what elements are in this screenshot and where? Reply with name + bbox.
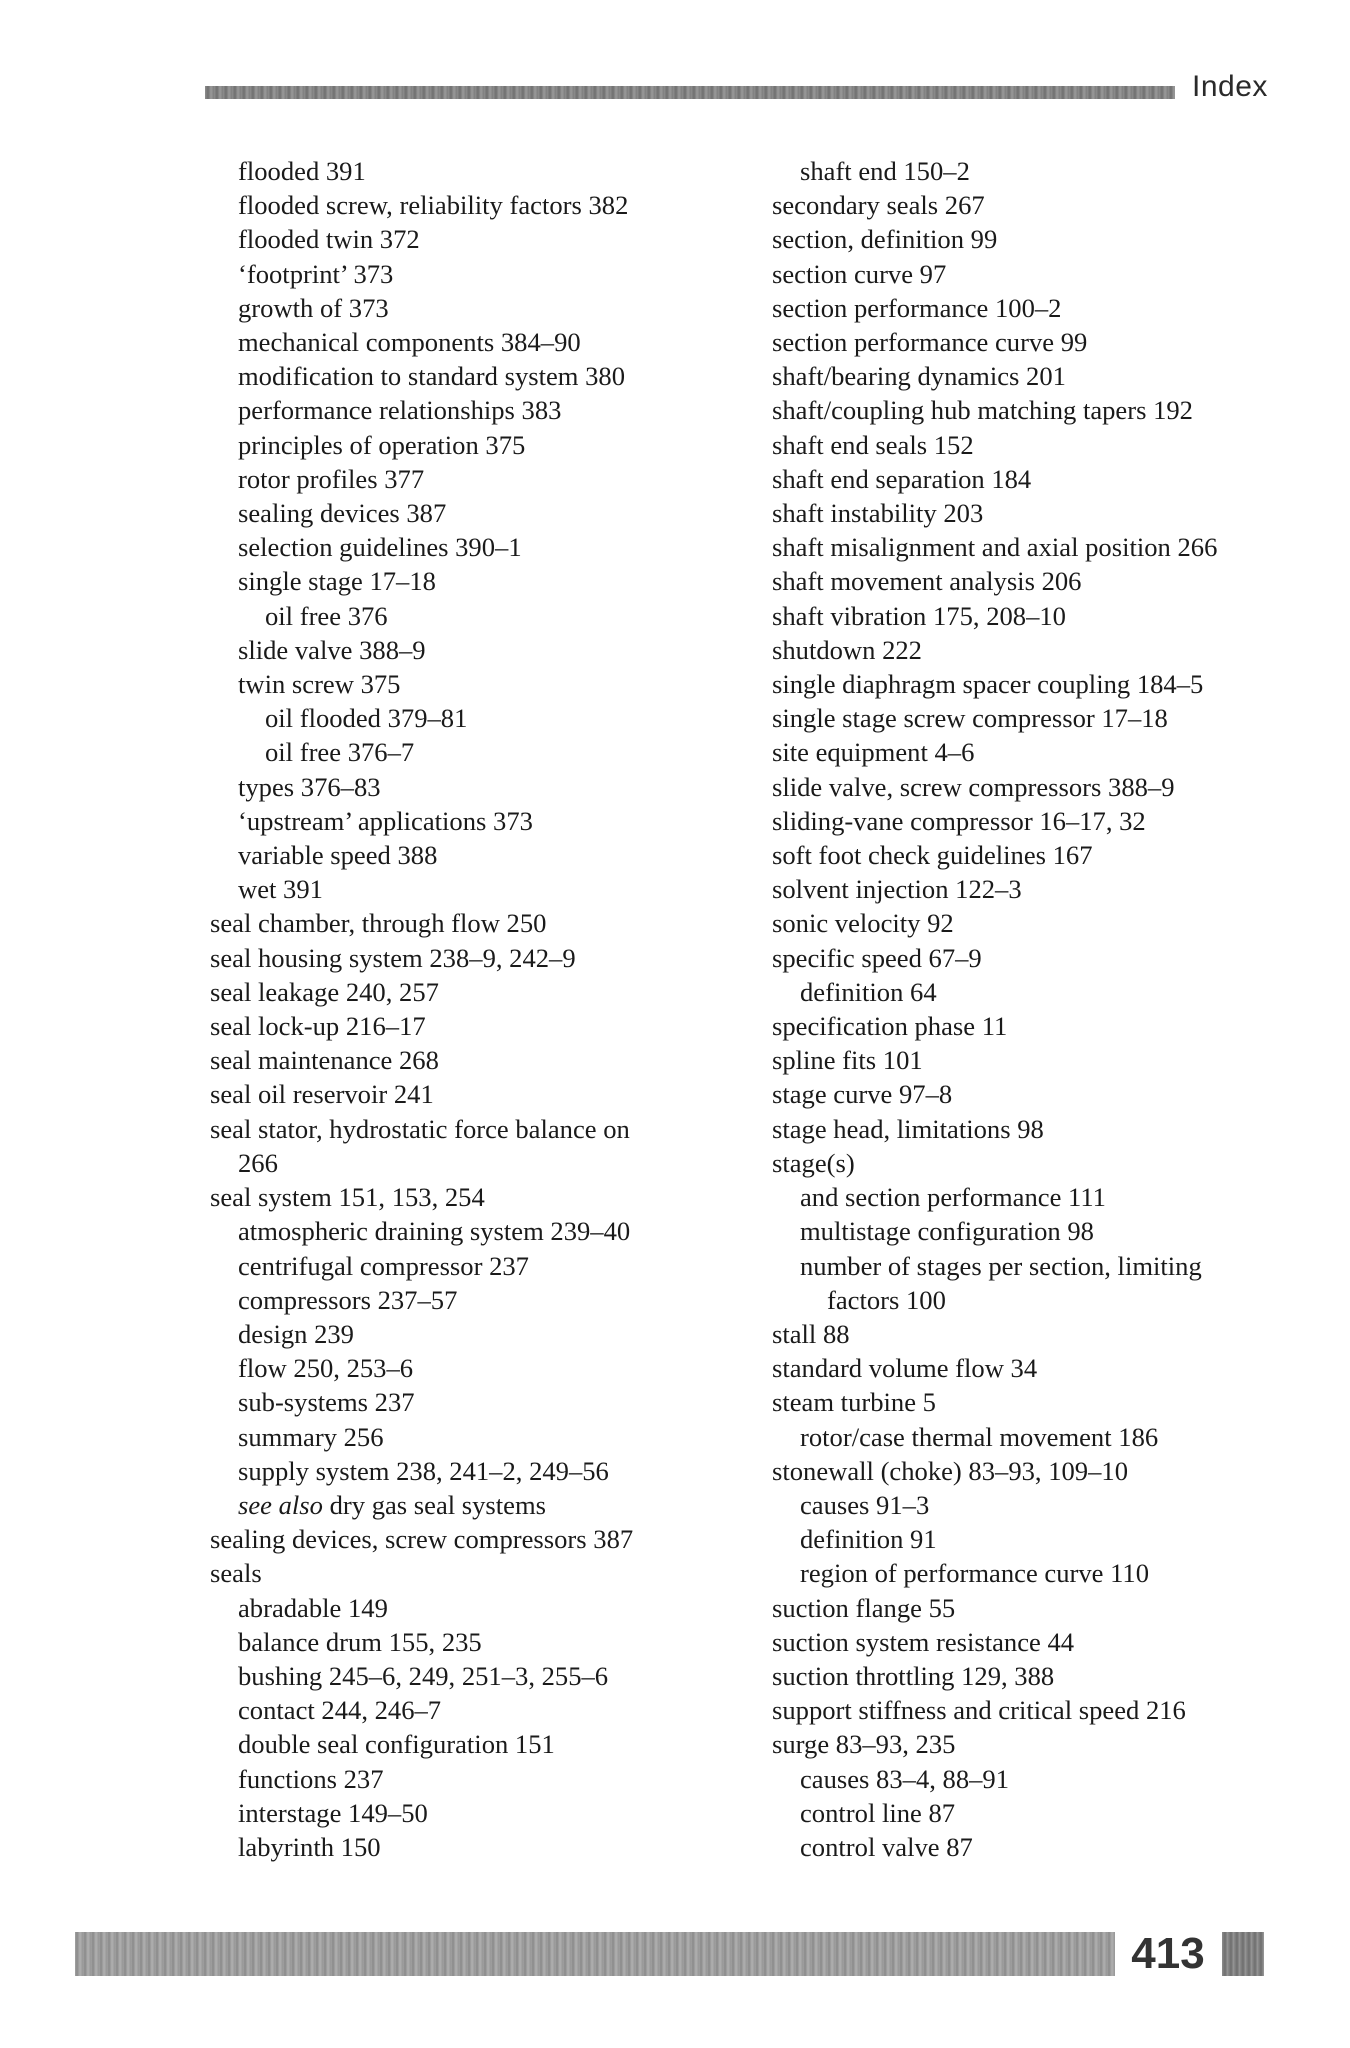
- index-entry: [772, 804, 1292, 838]
- index-subentry: [210, 1454, 730, 1488]
- index-entry: [772, 1283, 1292, 1317]
- index-entry-text: surge 83–93, 235: [772, 1729, 956, 1760]
- index-entry-text: factors 100: [827, 1284, 946, 1315]
- index-entry-text: suction system resistance 44: [772, 1626, 1075, 1657]
- index-entry-text: seals: [210, 1558, 262, 1589]
- index-subentry: [210, 735, 730, 769]
- index-entry-text: definition 64: [800, 976, 937, 1007]
- index-entry-text: flooded 391: [238, 156, 366, 186]
- index-entry: [210, 941, 730, 975]
- index-subentry: [210, 1214, 730, 1248]
- index-entry-text: shaft end seals 152: [772, 429, 974, 460]
- index-entry-text: support stiffness and critical speed 216: [772, 1695, 1186, 1726]
- index-entry-text: bushing 245–6, 249, 251–3, 255–6: [238, 1660, 609, 1691]
- index-entry-text: oil flooded 379–81: [265, 703, 468, 734]
- index-subentry: [210, 1317, 730, 1351]
- index-entry-text: causes 83–4, 88–91: [800, 1763, 1010, 1794]
- index-entry: [772, 633, 1292, 667]
- index-entry-text: types 376–83: [238, 771, 381, 802]
- index-subentry: [772, 1180, 1292, 1214]
- page-number: 413: [1118, 1926, 1218, 1982]
- index-entry-text: shaft end separation 184: [772, 463, 1032, 494]
- index-subentry: [210, 1830, 730, 1864]
- index-entry: [210, 1556, 730, 1590]
- index-entry: [772, 1727, 1292, 1761]
- index-entry: [210, 975, 730, 1009]
- index-entry-text: site equipment 4–6: [772, 737, 975, 768]
- index-subentry: [772, 975, 1292, 1009]
- index-entry: [772, 291, 1292, 325]
- index-entry-text: balance drum 155, 235: [238, 1626, 482, 1657]
- index-subentry: [210, 1351, 730, 1385]
- index-entry-text: sealing devices 387: [238, 498, 447, 529]
- index-subentry: [772, 1420, 1292, 1454]
- index-entry: [772, 1454, 1292, 1488]
- index-subentry: [210, 872, 730, 906]
- index-entry-text: stage head, limitations 98: [772, 1113, 1044, 1144]
- index-entry-text: section performance 100–2: [772, 292, 1062, 323]
- index-entry-text: centrifugal compressor 237: [238, 1250, 529, 1281]
- index-entry-text: ‘footprint’ 373: [238, 258, 394, 289]
- index-entry-text: control valve 87: [800, 1831, 973, 1862]
- index-entry: [772, 872, 1292, 906]
- index-subentry: [210, 1762, 730, 1796]
- index-subentry: [210, 428, 730, 462]
- index-entry-text: oil free 376–7: [265, 737, 415, 768]
- index-entry-text: summary 256: [238, 1421, 384, 1452]
- index-entry-text: labyrinth 150: [238, 1831, 381, 1862]
- index-entry-text: secondary seals 267: [772, 190, 985, 221]
- index-entry-text: seal oil reservoir 241: [210, 1079, 434, 1110]
- index-subentry: [210, 257, 730, 291]
- index-entry-text: section curve 97: [772, 258, 947, 289]
- index-entry: [772, 257, 1292, 291]
- index-subentry: [210, 599, 730, 633]
- index-entry-text: standard volume flow 34: [772, 1353, 1038, 1384]
- index-entry-text: single stage 17–18: [238, 566, 436, 597]
- index-entry-text: flow 250, 253–6: [238, 1353, 414, 1384]
- index-subentry: [210, 564, 730, 598]
- index-entry: [210, 1077, 730, 1111]
- index-subentry: [210, 291, 730, 325]
- index-entry-text: interstage 149–50: [238, 1797, 428, 1828]
- index-entry: [210, 906, 730, 940]
- index-entry-text: number of stages per section, limiting: [800, 1250, 1202, 1281]
- index-subentry: [210, 1249, 730, 1283]
- index-entry: [772, 1009, 1292, 1043]
- index-subentry: [210, 154, 730, 188]
- index-entry-text: sonic velocity 92: [772, 908, 954, 939]
- index-entry-text: growth of 373: [238, 292, 389, 323]
- index-entry-text: control line 87: [800, 1797, 956, 1828]
- index-entry: [772, 222, 1292, 256]
- index-entry: [772, 906, 1292, 940]
- index-entry: [772, 1659, 1292, 1693]
- index-entry-text: single stage screw compressor 17–18: [772, 703, 1168, 734]
- index-entry: [772, 1351, 1292, 1385]
- index-entry: [772, 496, 1292, 530]
- index-subentry: [772, 1830, 1292, 1864]
- index-entry: [210, 1522, 730, 1556]
- index-entry: [772, 735, 1292, 769]
- index-entry-text: specification phase 11: [772, 1011, 1008, 1042]
- index-entry-text: shaft end 150–2: [800, 156, 970, 186]
- index-entry-text: soft foot check guidelines 167: [772, 840, 1093, 871]
- index-entry: [772, 428, 1292, 462]
- index-entry: [772, 359, 1292, 393]
- index-entry-text: 266: [238, 1147, 278, 1178]
- index-subentry: [210, 530, 730, 564]
- index-subentry: [772, 154, 1292, 188]
- index-subentry: [772, 1522, 1292, 1556]
- index-entry-text: steam turbine 5: [772, 1387, 936, 1418]
- index-entry: [772, 1693, 1292, 1727]
- index-subentry: [210, 1796, 730, 1830]
- index-entry: [772, 1385, 1292, 1419]
- index-entry-text: stage(s): [772, 1147, 855, 1178]
- index-entry-text: shaft instability 203: [772, 498, 984, 529]
- index-entry-text: single diaphragm spacer coupling 184–5: [772, 669, 1204, 700]
- index-entry: [772, 599, 1292, 633]
- index-entry-text: suction flange 55: [772, 1592, 956, 1623]
- index-entry-text: variable speed 388: [238, 840, 438, 871]
- index-entry-text: section performance curve 99: [772, 327, 1088, 358]
- index-entry: [210, 1180, 730, 1214]
- index-entry-text: atmospheric draining system 239–40: [238, 1216, 631, 1247]
- index-entry: [772, 1146, 1292, 1180]
- header-decorative-band: [205, 86, 1175, 99]
- index-entry-text: ‘upstream’ applications 373: [238, 805, 533, 836]
- footer-decorative-tab: [1222, 1932, 1264, 1976]
- index-entry-text: contact 244, 246–7: [238, 1695, 442, 1726]
- index-subentry: [210, 222, 730, 256]
- index-entry: [772, 701, 1292, 735]
- index-entry-text: double seal configuration 151: [238, 1729, 555, 1760]
- index-subentry: [210, 325, 730, 359]
- index-entry: [210, 1146, 730, 1180]
- index-entry-text: causes 91–3: [800, 1489, 930, 1520]
- index-subentry: [210, 1488, 730, 1522]
- index-subentry: [772, 1214, 1292, 1248]
- index-entry-text: sub-systems 237: [238, 1387, 415, 1418]
- index-subentry: [210, 770, 730, 804]
- index-entry-text: shaft movement analysis 206: [772, 566, 1082, 597]
- see-also-label: see also: [238, 1489, 323, 1520]
- index-entry-text: rotor/case thermal movement 186: [800, 1421, 1159, 1452]
- index-entry-text: rotor profiles 377: [238, 463, 425, 494]
- index-entry-text: slide valve, screw compressors 388–9: [772, 771, 1175, 802]
- index-entry-text: principles of operation 375: [238, 429, 526, 460]
- index-entry: [772, 325, 1292, 359]
- index-entry-text: mechanical components 384–90: [238, 327, 581, 358]
- index-entry-text: abradable 149: [238, 1592, 388, 1623]
- index-entry-text: multistage configuration 98: [800, 1216, 1094, 1247]
- index-subentry: [772, 1488, 1292, 1522]
- index-subentry: [772, 1556, 1292, 1590]
- index-entry: [210, 1112, 730, 1146]
- index-subentry: [772, 1762, 1292, 1796]
- index-entry-text: definition 91: [800, 1524, 937, 1555]
- index-subentry: [210, 1283, 730, 1317]
- index-entry-text: stonewall (choke) 83–93, 109–10: [772, 1455, 1128, 1486]
- index-entry-text: slide valve 388–9: [238, 634, 426, 665]
- index-subentry: [210, 1625, 730, 1659]
- index-subentry: [210, 633, 730, 667]
- index-subentry: [210, 188, 730, 222]
- index-entry: [772, 393, 1292, 427]
- index-entry: [772, 667, 1292, 701]
- index-entry-text: seal maintenance 268: [210, 1045, 439, 1076]
- index-entry-text: specific speed 67–9: [772, 942, 982, 973]
- index-entry: [772, 530, 1292, 564]
- index-subentry: [210, 1693, 730, 1727]
- index-entry-text: sealing devices, screw compressors 387: [210, 1524, 634, 1555]
- index-subentry: [772, 1796, 1292, 1830]
- index-subentry: [210, 496, 730, 530]
- index-subentry: [210, 1727, 730, 1761]
- index-entry-text: spline fits 101: [772, 1045, 923, 1076]
- index-entry: [772, 1043, 1292, 1077]
- index-subentry: [210, 838, 730, 872]
- index-entry: [772, 1625, 1292, 1659]
- index-entry-text: shaft misalignment and axial position 266: [772, 532, 1218, 563]
- index-entry-text: seal leakage 240, 257: [210, 976, 439, 1007]
- index-subentry: [210, 1591, 730, 1625]
- index-subentry: [210, 667, 730, 701]
- index-subentry: [210, 1420, 730, 1454]
- index-entry-text: compressors 237–57: [238, 1284, 458, 1315]
- index-entry: [772, 462, 1292, 496]
- index-subentry: [772, 1249, 1292, 1283]
- index-entry-text: design 239: [238, 1318, 354, 1349]
- index-entry-text: twin screw 375: [238, 669, 401, 700]
- running-header-title: Index: [1192, 70, 1268, 103]
- index-entry-text: seal housing system 238–9, 242–9: [210, 942, 576, 973]
- index-entry-text: shaft/bearing dynamics 201: [772, 361, 1066, 392]
- index-entry-text: dry gas seal systems: [329, 1489, 547, 1520]
- index-column-left: [210, 154, 730, 1864]
- index-entry-text: seal stator, hydrostatic force balance on: [210, 1113, 630, 1144]
- index-entry-text: shaft vibration 175, 208–10: [772, 600, 1066, 631]
- index-entry-text: seal system 151, 153, 254: [210, 1182, 485, 1213]
- index-subentry: [210, 1385, 730, 1419]
- index-entry-text: wet 391: [238, 874, 323, 905]
- index-entry: [772, 941, 1292, 975]
- index-entry-text: seal chamber, through flow 250: [210, 908, 547, 939]
- index-subentry: [210, 462, 730, 496]
- index-subentry: [210, 393, 730, 427]
- index-entry-text: region of performance curve 110: [800, 1558, 1150, 1589]
- index-entry: [772, 1077, 1292, 1111]
- index-entry-text: stage curve 97–8: [772, 1079, 953, 1110]
- index-entry-text: sliding-vane compressor 16–17, 32: [772, 805, 1146, 836]
- index-entry-text: solvent injection 122–3: [772, 874, 1022, 905]
- index-entry-text: oil free 376: [265, 600, 388, 631]
- index-subentry: [210, 701, 730, 735]
- index-subentry: [210, 1659, 730, 1693]
- index-entry-text: flooded twin 372: [238, 224, 420, 255]
- index-subentry: [210, 804, 730, 838]
- index-column-right: [772, 154, 1292, 1864]
- index-entry-text: modification to standard system 380: [238, 361, 626, 392]
- index-entry: [772, 838, 1292, 872]
- index-entry: [772, 1317, 1292, 1351]
- index-entry-text: performance relationships 383: [238, 395, 562, 426]
- index-entry-text: shaft/coupling hub matching tapers 192: [772, 395, 1193, 426]
- index-entry: [772, 770, 1292, 804]
- index-entry-text: seal lock-up 216–17: [210, 1011, 426, 1042]
- index-entry-text: stall 88: [772, 1318, 850, 1349]
- index-entry: [210, 1009, 730, 1043]
- index-entry-text: section, definition 99: [772, 224, 998, 255]
- index-entry: [772, 1112, 1292, 1146]
- index-entry: [772, 1591, 1292, 1625]
- index-entry-text: flooded screw, reliability factors 382: [238, 190, 629, 221]
- index-entry-text: and section performance 111: [800, 1182, 1106, 1213]
- index-entry: [772, 564, 1292, 598]
- index-entry-text: shutdown 222: [772, 634, 922, 665]
- index-subentry: [210, 359, 730, 393]
- index-entry-text: supply system 238, 241–2, 249–56: [238, 1455, 609, 1486]
- index-entry: [772, 188, 1292, 222]
- index-entry: [210, 1043, 730, 1077]
- index-entry-text: functions 237: [238, 1763, 384, 1794]
- index-entry-text: suction throttling 129, 388: [772, 1660, 1055, 1691]
- footer-decorative-band: [75, 1932, 1115, 1976]
- index-entry-text: selection guidelines 390–1: [238, 532, 522, 563]
